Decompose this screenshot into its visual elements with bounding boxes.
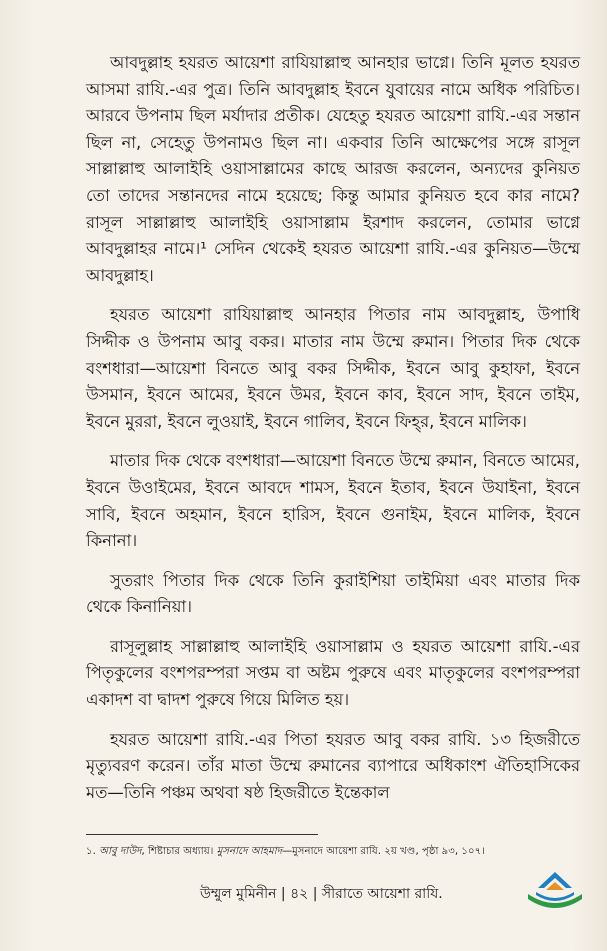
footnote-source-a: আবু দাউদ — [99, 846, 142, 857]
footnote-chapter: , শিষ্টাচার অধ্যায়। — [141, 846, 214, 857]
paragraph-4: সুতরাং পিতার দিক থেকে তিনি কুরাইশিয়া তাইমিয়া এবং মাতার দিক থেকে কিনানিয়া। — [86, 570, 580, 617]
footer-book-title: উম্মুল মুমিনীন — [200, 886, 277, 902]
footer-chapter-title: সীরাতে আয়েশা রাযি. — [321, 886, 443, 902]
page-footer — [200, 884, 520, 904]
footnote-rest: —মুসনাদে আয়েশা রাযি. ২য় খণ্ড, পৃষ্ঠা ৯৩, ১০৭। — [281, 846, 485, 857]
footnote-number: ১. — [86, 846, 96, 857]
page-number: ৪২ — [290, 886, 309, 902]
main-text — [86, 50, 580, 819]
publisher-logo-icon — [520, 868, 590, 918]
paragraph-6: হযরত আয়েশা রাযি.-এর পিতা হযরত আবু বকর রাযি. ১৩ হিজরীতে মৃত্যুবরণ করেন। তাঁর মাতা উম্মে রুমানের ব্যাপারে অধিকাংশ ঐতিহাসিকের মত—তিনি পঞ্চম অথবা ষষ্ঠ হিজরীতে ইন্তেকাল — [86, 729, 580, 802]
paragraph-2: হযরত আয়েশা রাযিয়াল্লাহু আনহার পিতার নাম আবদুল্লাহ, উপাধি সিদ্দীক ও উপনাম আবু বকর। মাতার নাম উম্মে রুমান। পিতার দিক থেকে বংশধারা—আয়েশা বিনতে আবু বকর সিদ্দীক, ইবনে আবু কুহাফা, ইবনে উসমান, ইবনে আমের, ইবনে উমর, ইবনে কাব, ইবনে সাদ, ইবনে তাইম, ইবনে মুররা, ইবনে লুওয়াই, ইবনে গালিব, ইবনে ফিহ্‌র, ইবনে মালিক। — [86, 305, 580, 431]
footnote-source-b: মুসনাদে আহমাদ — [216, 846, 282, 857]
footer-separator: | — [280, 886, 286, 902]
paragraph-1: আবদুল্লাহ হযরত আয়েশা রাযিয়াল্লাহু আনহার ভাগ্নে। তিনি মূলত হযরত আসমা রাযি.-এর পুত্র। তিনি আবদুল্লাহ ইবনে যুবায়ের নামে অধিক পরিচিত। আরবে উপনাম ছিল মর্যাদার প্রতীক। যেহেতু হযরত আয়েশা রাযি.-এর সন্তান ছিল না, সেহেতু উপনামও ছিল না। একবার তিনি আক্ষেপের সঙ্গে রাসূল সাল্লাল্লাহু আলাইহি ওয়াসাল্লামের কাছে আরজ করলেন, অন্যদের কুনিয়ত তো তাদের সন্তানদের নামে হয়েছে; কিন্তু আমার কুনিয়ত হবে কার নামে? রাসূল সাল্লাল্লাহু আলাইহি ওয়াসাল্লাম ইরশাদ করলেন, তোমার ভাগ্নে আবদুল্লাহর নামে।¹ সেদিন থেকেই হযরত আয়েশা রাযি.-এর কুনিয়ত—উম্মে আবদুল্লাহ। — [86, 53, 580, 285]
footer-separator: | — [312, 886, 318, 902]
paragraph-5: রাসূলুল্লাহ সাল্লাল্লাহু আলাইহি ওয়াসাল্লাম ও হযরত আয়েশা রাযি.-এর পিতৃকুলের বংশপরম্পরা সপ্তম বা অষ্টম পুরুষে এবং মাতৃকুলের বংশপরম্পরা একাদশ বা দ্বাদশ পুরুষে গিয়ে মিলিত হয়। — [86, 636, 580, 710]
footnote-divider — [86, 834, 318, 835]
footnote — [86, 845, 586, 859]
paragraph-3: মাতার দিক থেকে বংশধারা—আয়েশা বিনতে উম্মে রুমান, বিনতে আমের, ইবনে উওাইমের, ইবনে আবদে শামস, ইবনে ইতাব, ইবনে উযাইনা, ইবনে সাবি, ইবনে অহমান, ইবনে হারিস, ইবনে গুনাইম, ইবনে মালিক, ইবনে কিনানা। — [86, 451, 580, 551]
